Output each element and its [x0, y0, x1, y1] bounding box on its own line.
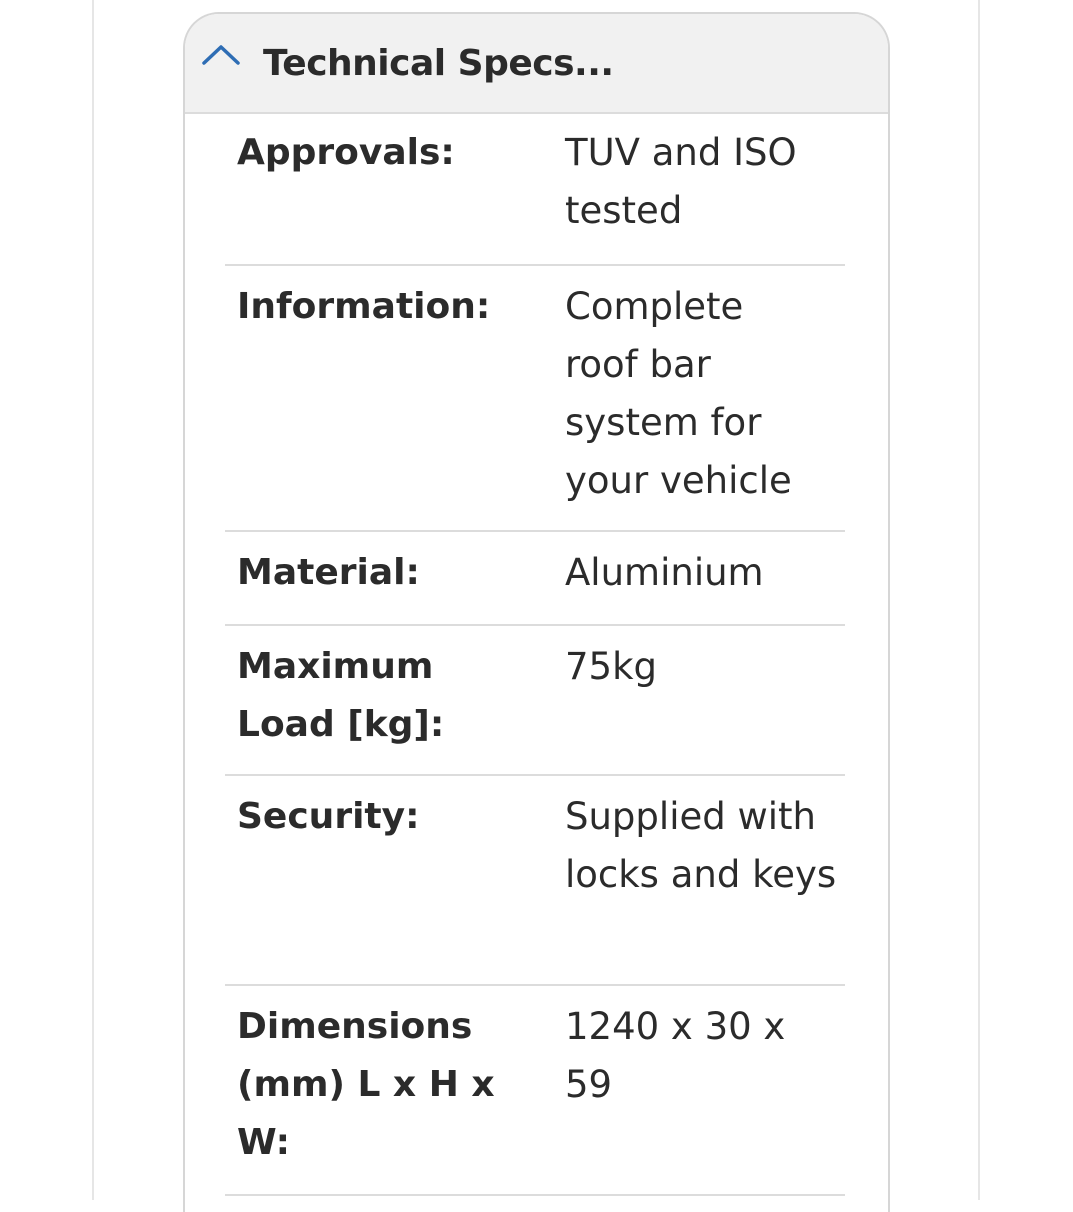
- spec-row-dimensions: [225, 986, 845, 1196]
- spec-value: Supplied with locks and keys: [565, 795, 837, 896]
- spec-value: 75kg: [565, 645, 657, 688]
- technical-specs-header[interactable]: [185, 14, 888, 114]
- spec-label: Dimensions (mm) L x H x W:: [237, 1006, 495, 1163]
- spec-row-approvals: [225, 114, 845, 266]
- spec-row-material: [225, 532, 845, 626]
- spec-label: Approvals:: [237, 132, 455, 173]
- spec-value: Complete roof bar system for your vehicle: [565, 285, 792, 502]
- spec-row-information: [225, 266, 845, 532]
- spec-row-maximum-load: [225, 626, 845, 776]
- technical-specs-title: Technical Specs...: [263, 42, 614, 84]
- chevron-up-icon[interactable]: [201, 34, 241, 74]
- spec-value: Aluminium: [565, 551, 764, 594]
- spec-label: Security:: [237, 796, 420, 837]
- spec-row-security: [225, 776, 845, 986]
- specs-table: [225, 114, 845, 1196]
- spec-label: Information:: [237, 286, 491, 327]
- spec-value: TUV and ISO tested: [565, 131, 797, 232]
- spec-label: Material:: [237, 552, 420, 593]
- spec-value: 1240 x 30 x 59: [565, 1005, 786, 1106]
- spec-label: Maximum Load [kg]:: [237, 646, 445, 745]
